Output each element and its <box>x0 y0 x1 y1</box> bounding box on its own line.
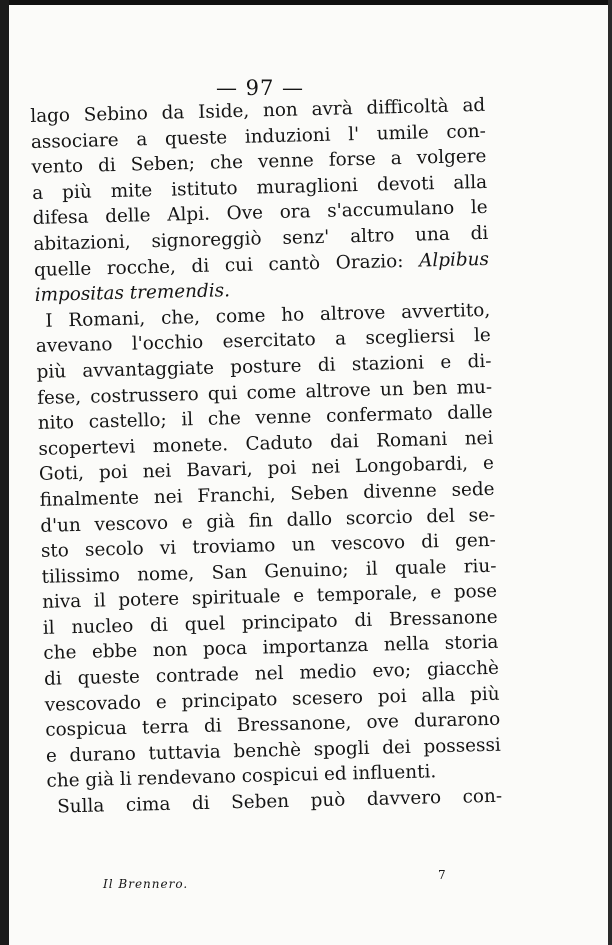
text-line: niva il potere spirituale e temporale, e pose <box>41 581 498 614</box>
signature-mark: 7 <box>438 868 446 882</box>
text-line: e durano tuttavia benchè spogli dei possessi <box>45 734 502 767</box>
page-top-edge <box>0 0 612 5</box>
text-line: fese, costrussero qui come altrove un ben mu- <box>36 376 493 409</box>
text-line: vento di Seben; che venne forse a volgere <box>31 146 487 179</box>
body-text <box>30 93 502 821</box>
text-line: avevano l'occhio esercitato a scegliersi le <box>35 325 492 358</box>
text-line: a più mite istituto muraglioni devoti alla <box>31 171 488 204</box>
text-line: di queste contrade nel medio evo; giacchè <box>43 657 500 690</box>
text-line: che già li rendevano cospicui ed influenti. <box>46 761 437 793</box>
text-line: che ebbe non poca importanza nella storia <box>43 632 499 665</box>
text-line: nito castello; il che venne confermato dalle <box>37 401 493 435</box>
latin-quote: Alpibus <box>418 248 490 272</box>
page-left-edge <box>0 0 9 945</box>
latin-quote-continued: impositas tremendis. <box>34 280 231 307</box>
text-line: tilissimo nome, San Genuino; il quale riu- <box>41 555 497 588</box>
text-line: vescovado e principato scesero poi alla più <box>44 683 500 716</box>
text-line: difesa delle Alpi. Ove ora s'accumulano le <box>32 197 488 230</box>
text-line: cospicua terra di Bressanone, ove durarono <box>45 708 501 742</box>
text-line: Goti, poi nei Bavari, poi nei Longobardi, e <box>38 453 495 486</box>
text-line: abitazioni, signoreggiò senz' altro una di <box>33 222 489 255</box>
text-line: il nucleo di quel principato di Bressanone <box>42 606 498 639</box>
footer-book-title: Il Brennero. <box>103 877 189 891</box>
text-line: sto secolo vi troviamo un vescovo di gen- <box>40 529 497 562</box>
text-line: finalmente nei Franchi, Seben divenne sede <box>39 478 495 511</box>
page-right-edge <box>608 0 612 945</box>
page-number: — 97 — <box>215 76 305 100</box>
text-line: I Romani, che, come ho altrove avvertito, <box>45 299 491 332</box>
text-fragment: quelle rocche, di cui cantò Orazio: <box>33 250 420 281</box>
text-line: scopertevi monete. Caduto dai Romani nei <box>38 427 494 460</box>
text-line: più avvantaggiate posture di stazioni e di- <box>36 350 492 383</box>
text-line: d'un vescovo e già fin dallo scorcio del se- <box>40 504 496 537</box>
text-line: associare a queste induzioni l' umile con- <box>30 120 487 153</box>
text-line: lago Sebino da Iside, non avrà difficoltà ad <box>30 94 486 127</box>
text-line: Sulla cima di Seben può davvero con- <box>56 785 503 818</box>
